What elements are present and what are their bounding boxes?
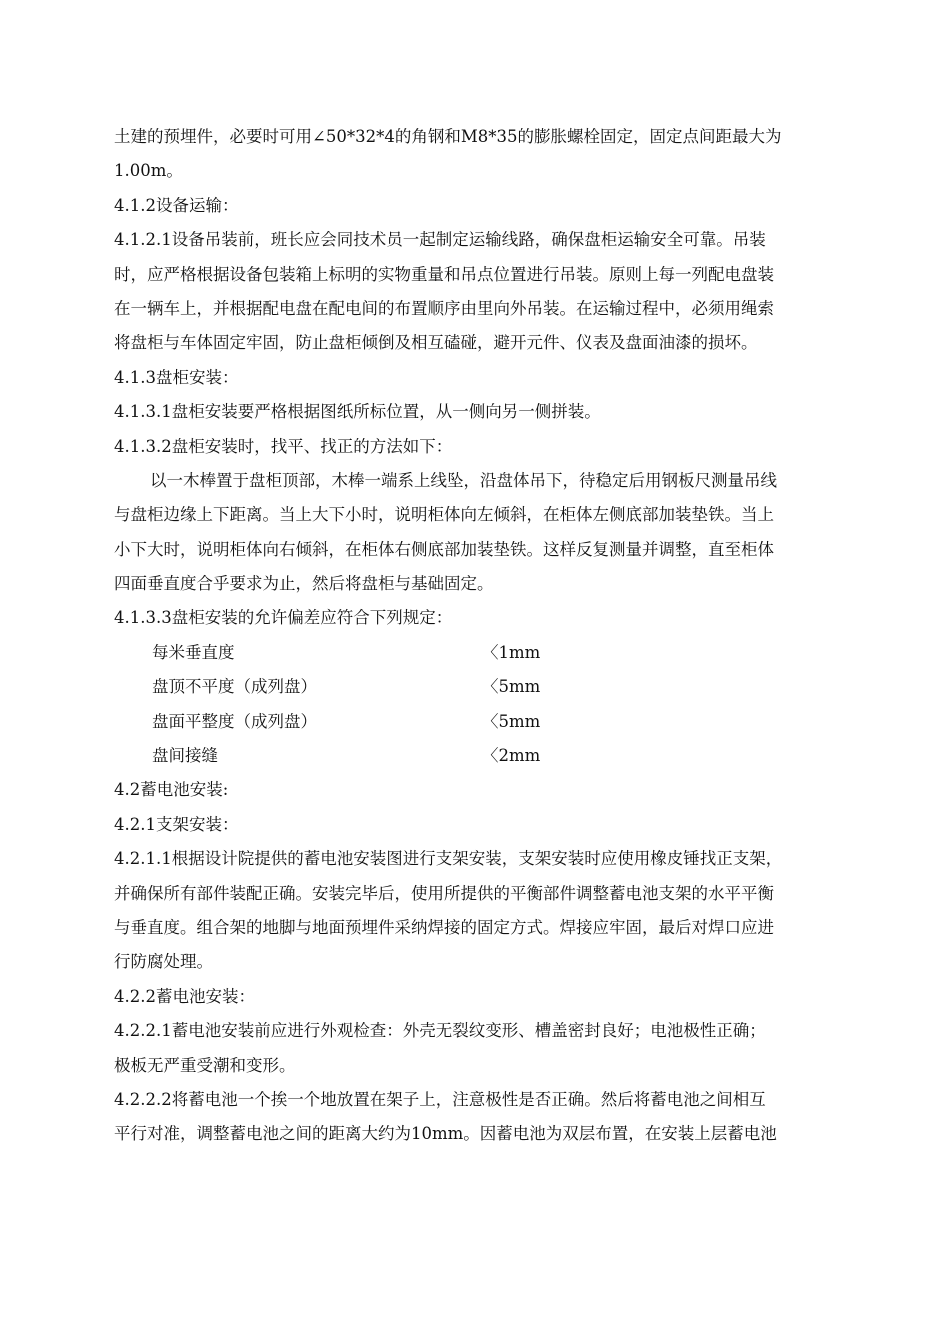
text-line: 将盘柜与车体固定牢固，防止盘柜倾倒及相互磕碰，避开元件、仪表及盘面油漆的损坏。 xyxy=(114,333,758,353)
section-heading-4-2: 4.2蓄电池安装: xyxy=(114,780,229,800)
text-line: 土建的预埋件，必要时可用∠50*32*4的角钢和M8*35的膨胀螺栓固定，固定点间距最大为 xyxy=(114,127,782,146)
text-line: 1.00m。 xyxy=(114,161,183,181)
text-line: 小下大时，说明柜体向右倾斜，在柜体右侧底部加装垫铁。这样反复测量并调整，直至柜体 xyxy=(114,539,774,559)
section-heading-4-2-1: 4.2.1支架安装： xyxy=(114,814,239,834)
tolerance-row xyxy=(114,705,889,739)
text-line: 与盘柜边缘上下距离。当上大下小时，说明柜体向左倾斜，在柜体左侧底部加装垫铁。当上 xyxy=(114,505,774,525)
text-line: 4.2.2.1蓄电池安装前应进行外观检查：外壳无裂纹变形、槽盖密封良好；电池极性正确； xyxy=(114,1021,766,1041)
tolerance-value: 〈5mm xyxy=(482,677,541,697)
tolerance-item: 每米垂直度 xyxy=(152,642,235,662)
text-line: 4.1.3.2盘柜安装时，找平、找正的方法如下： xyxy=(114,436,453,456)
tolerance-row xyxy=(114,670,889,704)
text-line: 4.2.1.1根据设计院提供的蓄电池安装图进行支架安装，支架安装时应使用橡皮锤找正支架， xyxy=(114,849,783,869)
text-line: 四面垂直度合乎要求为止，然后将盘柜与基础固定。 xyxy=(114,574,494,594)
text-line: 4.1.3.1盘柜安装要严格根据图纸所标位置，从一侧向另一侧拼装。 xyxy=(114,402,601,422)
text-line: 平行对准，调整蓄电池之间的距离大约为10mm。因蓄电池为双层布置，在安装上层蓄电池 xyxy=(114,1124,777,1144)
text-line: 4.2.2.2将蓄电池一个挨一个地放置在架子上，注意极性是否正确。然后将蓄电池之间相互 xyxy=(114,1089,766,1109)
text-line: 行防腐处理。 xyxy=(114,952,213,972)
indented-paragraph-start: 以一木棒置于盘柜顶部，木棒一端系上线坠，沿盘体吊下，待稳定后用钢板尺测量吊线 xyxy=(150,470,777,490)
tolerance-item: 盘间接缝 xyxy=(152,746,218,766)
text-line: 4.1.2.1设备吊装前，班长应会同技术员一起制定运输线路，确保盘柜运输安全可靠。吊装 xyxy=(114,230,766,250)
section-heading-4-1-3: 4.1.3盘柜安装： xyxy=(114,367,239,387)
tolerance-item: 盘顶不平度（成列盘） xyxy=(152,677,317,697)
text-line: 极板无严重受潮和变形。 xyxy=(114,1055,296,1075)
tolerance-value: 〈2mm xyxy=(482,746,541,766)
tolerance-item: 盘面平整度（成列盘） xyxy=(152,711,317,731)
tolerance-row xyxy=(114,739,889,773)
tolerance-value: 〈1mm xyxy=(482,642,541,662)
section-heading-4-1-2: 4.1.2设备运输： xyxy=(114,195,239,215)
tolerance-value: 〈5mm xyxy=(482,711,541,731)
text-line: 4.1.3.3盘柜安装的允许偏差应符合下列规定： xyxy=(114,608,453,628)
text-line: 与垂直度。组合架的地脚与地面预埋件采纳焊接的固定方式。焊接应牢固，最后对焊口应进 xyxy=(114,917,774,937)
tolerance-row xyxy=(114,636,889,670)
section-heading-4-2-2: 4.2.2蓄电池安装： xyxy=(114,986,255,1006)
text-line: 在一辆车上，并根据配电盘在配电间的布置顺序由里向外吊装。在运输过程中，必须用绳索 xyxy=(114,298,774,318)
text-line: 并确保所有部件装配正确。安装完毕后，使用所提供的平衡部件调整蓄电池支架的水平平衡 xyxy=(114,883,774,903)
document-page xyxy=(114,120,889,1152)
text-line: 时，应严格根据设备包装箱上标明的实物重量和吊点位置进行吊装。原则上每一列配电盘装 xyxy=(114,264,774,284)
